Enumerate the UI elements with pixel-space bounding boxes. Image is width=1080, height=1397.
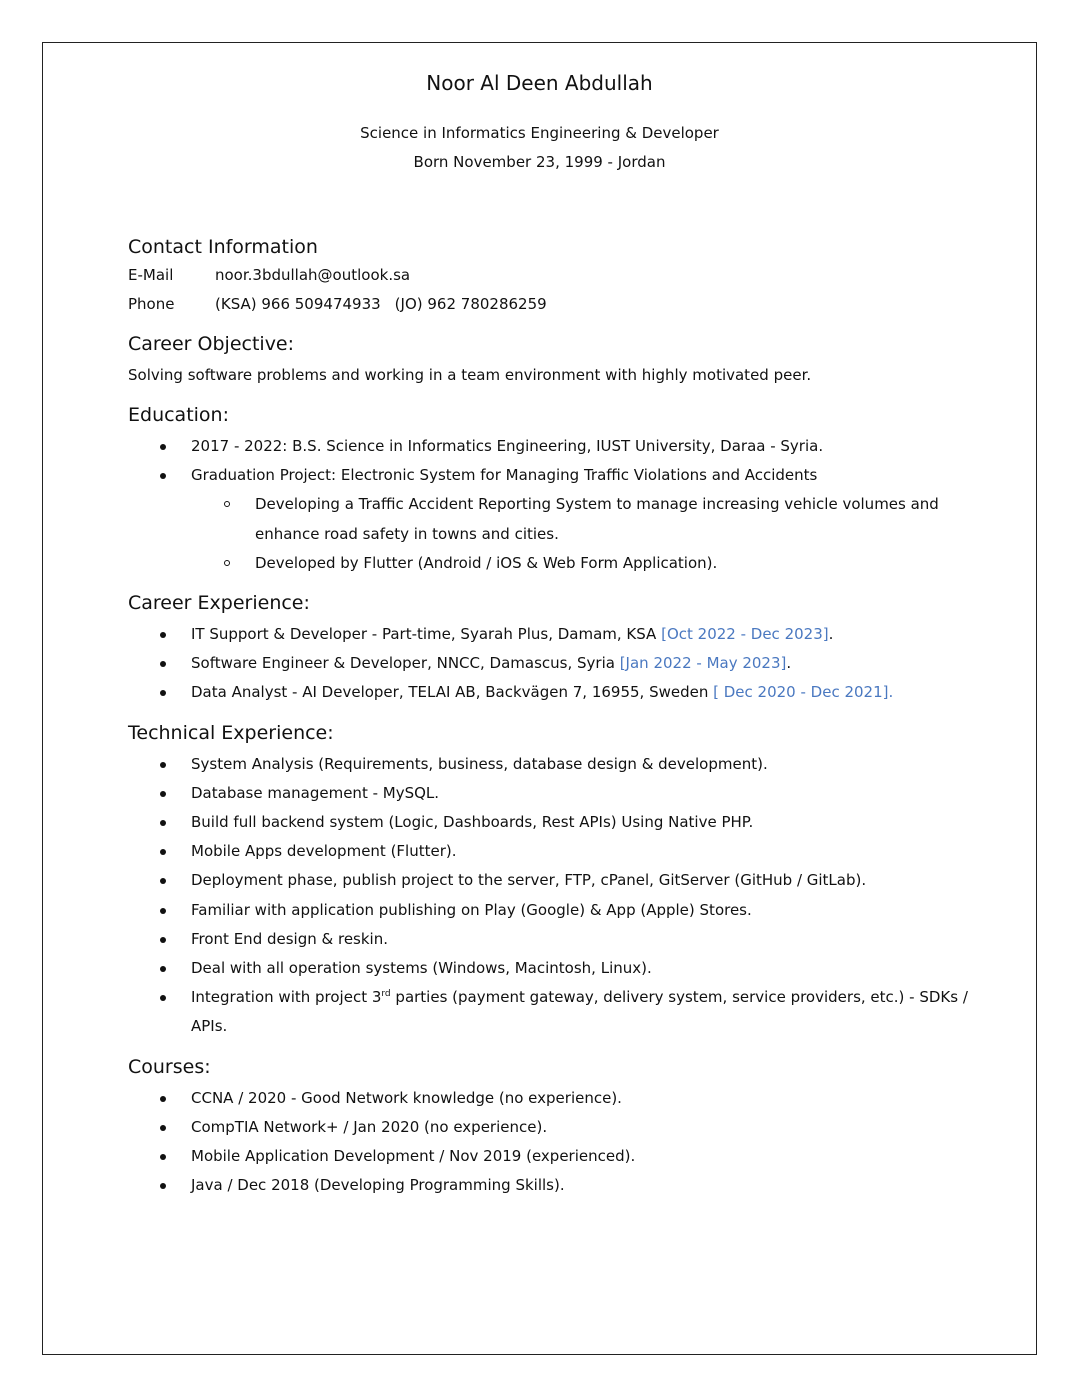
candidate-name: Noor Al Deen Abdullah	[426, 71, 653, 95]
job-text: Data Analyst - AI Developer, TELAI AB, Backvägen 7, 16955, Sweden	[191, 683, 714, 702]
phone-jo[interactable]: (JO) 962 780286259	[394, 295, 547, 313]
birth-info: Born November 23, 1999 - Jordan	[413, 153, 666, 171]
graduation-project: Graduation Project: Electronic System for Managing Traffic Violations and Accidents	[191, 466, 818, 485]
technical-section	[128, 719, 1008, 1042]
education-list	[128, 432, 1008, 578]
job-date: [Jan 2022 - May 2023]	[619, 654, 787, 673]
technical-list	[128, 750, 1008, 1042]
sub-list-item: Developed by Flutter (Android / iOS & Web Form Application).	[191, 549, 1008, 578]
career-list	[128, 620, 1008, 708]
contact-section	[128, 233, 1008, 319]
job-date: [Oct 2022 - Dec 2023]	[661, 625, 829, 644]
education-section	[128, 401, 1008, 578]
list-item: Build full backend system (Logic, Dashboards, Rest APIs) Using Native PHP.	[128, 808, 1008, 837]
list-item: Database management - MySQL.	[128, 779, 1008, 808]
list-item: Mobile Application Development / Nov 2019 (experienced).	[128, 1142, 1008, 1171]
technical-heading: Technical Experience:	[128, 721, 334, 744]
candidate-title: Science in Informatics Engineering & Developer	[360, 124, 719, 142]
list-item: 2017 - 2022: B.S. Science in Informatics Engineering, IUST University, Daraa - Syria.	[128, 432, 1008, 461]
objective-text: Solving software problems and working in a team environment with highly motivated peer.	[128, 366, 812, 384]
phone-ksa[interactable]: (KSA) 966 509474933	[215, 295, 381, 313]
contact-heading: Contact Information	[128, 236, 318, 258]
list-item: Deal with all operation systems (Windows, Macintosh, Linux).	[128, 954, 1008, 983]
resume-page	[42, 42, 1037, 1355]
job-text: IT Support & Developer - Part-time, Syarah Plus, Damam, KSA	[191, 625, 662, 644]
list-item	[128, 461, 1008, 578]
project-details-list	[191, 490, 1008, 578]
job-end: .	[828, 625, 834, 644]
integration-text-rest: parties (payment gateway, delivery system, service providers, etc.) - SDKs / APIs.	[191, 988, 968, 1036]
email-value[interactable]: noor.3bdullah@outlook.sa	[215, 266, 411, 284]
list-item	[128, 983, 1008, 1041]
career-section	[128, 589, 1008, 708]
header-subtitle	[43, 119, 1036, 177]
list-item: Front End design & reskin.	[128, 925, 1008, 954]
job-date: [ Dec 2020 - Dec 2021].	[713, 683, 894, 702]
sub-list-item: Developing a Traffic Accident Reporting System to manage increasing vehicle volumes and enhance road safety in towns and cities.	[191, 490, 1008, 548]
list-item: Mobile Apps development (Flutter).	[128, 837, 1008, 866]
ordinal-suffix: rd	[381, 989, 391, 1000]
career-heading: Career Experience:	[128, 592, 310, 615]
objective-section	[128, 330, 1008, 390]
list-item: Familiar with application publishing on Play (Google) & App (Apple) Stores.	[128, 896, 1008, 925]
courses-list	[128, 1084, 1008, 1201]
education-heading: Education:	[128, 404, 229, 426]
phone-row	[128, 290, 1008, 319]
courses-section	[128, 1053, 1008, 1201]
list-item: CCNA / 2020 - Good Network knowledge (no experience).	[128, 1084, 1008, 1113]
list-item: Java / Dec 2018 (Developing Programming Skills).	[128, 1171, 1008, 1200]
resume-content	[128, 233, 1008, 1200]
list-item	[128, 649, 1008, 678]
phone-values	[215, 290, 547, 319]
list-item: CompTIA Network+ / Jan 2020 (no experience).	[128, 1113, 1008, 1142]
integration-text: Integration with project 3	[191, 988, 382, 1007]
courses-heading: Courses:	[128, 1055, 211, 1078]
email-row	[128, 261, 1008, 290]
list-item	[128, 678, 1008, 707]
phone-label: Phone	[128, 295, 175, 313]
job-text: Software Engineer & Developer, NNCC, Damascus, Syria	[191, 654, 620, 673]
job-end: .	[786, 654, 792, 673]
email-label: E-Mail	[128, 266, 174, 284]
list-item: System Analysis (Requirements, business, database design & development).	[128, 750, 1008, 779]
objective-heading: Career Objective:	[128, 333, 295, 355]
list-item	[128, 620, 1008, 649]
list-item: Deployment phase, publish project to the server, FTP, cPanel, GitServer (GitHub / GitLab).	[128, 866, 1008, 895]
